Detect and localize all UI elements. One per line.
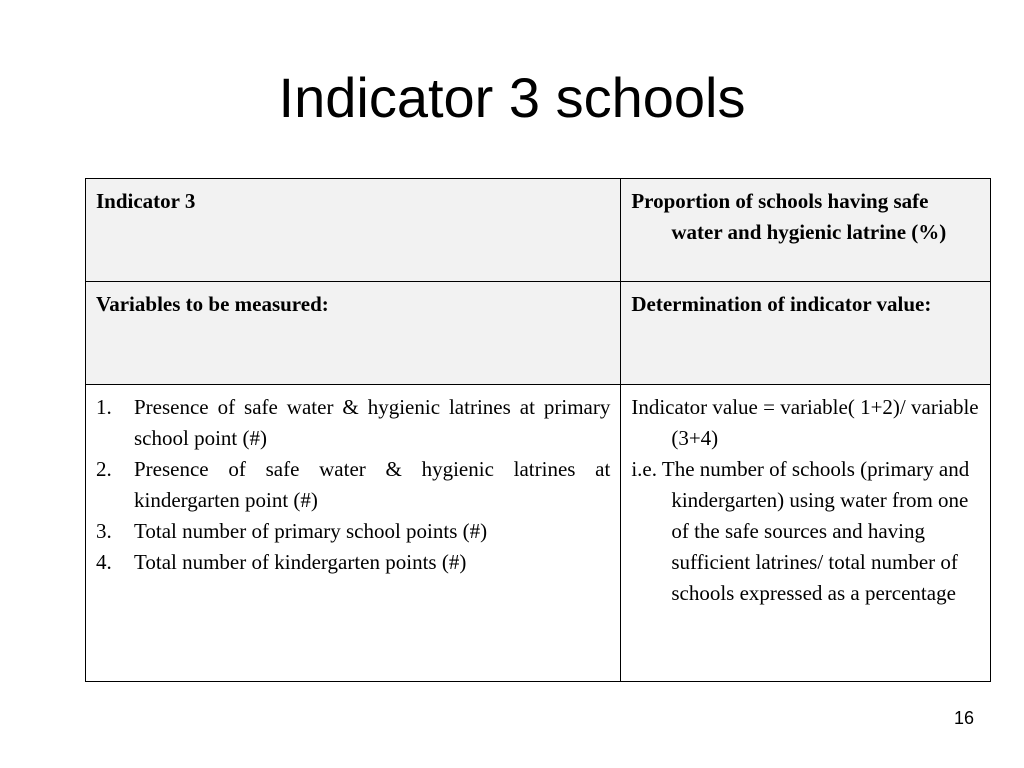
indicator-explanation: i.e. The number of schools (primary and kindergarten) using water from one of the safe sources and having sufficient latrines/ total number of schools expressed as a percentage <box>631 457 970 605</box>
list-item <box>96 516 610 547</box>
indicator-name-cell: Indicator 3 <box>86 179 621 282</box>
indicator-formula: Indicator value = variable( 1+2)/ variable (3+4) <box>631 395 979 450</box>
list-item-text: Presence of safe water & hygienic latrines at primary school point (#) <box>134 395 611 450</box>
variables-list-cell <box>86 385 621 682</box>
indicator-table <box>85 178 991 682</box>
table-row-indicator <box>86 179 991 282</box>
list-item <box>96 392 610 454</box>
list-item-number: 1. <box>96 395 112 419</box>
slide-title: Indicator 3 schools <box>278 66 746 129</box>
list-item <box>96 454 610 516</box>
list-item-text: Presence of safe water & hygienic latrines at kindergarten point (#) <box>134 457 611 512</box>
list-item <box>96 547 610 578</box>
determination-cell <box>621 385 991 682</box>
variables-list <box>96 392 610 578</box>
list-item-number: 2. <box>96 457 112 481</box>
variables-header-cell: Variables to be measured: <box>86 282 621 385</box>
list-item-number: 4. <box>96 550 112 574</box>
indicator-definition-cell <box>621 179 991 282</box>
list-item-number: 3. <box>96 519 112 543</box>
table-row-variables-header <box>86 282 991 385</box>
determination-header-cell <box>621 282 991 385</box>
table-row-details <box>86 385 991 682</box>
indicator-definition-text: Proportion of schools having safe water and hygienic latrine (%) <box>631 189 947 244</box>
page-number: 16 <box>953 708 974 728</box>
determination-header-text: Determination of indicator value: <box>631 292 932 316</box>
list-item-text: Total number of kindergarten points (#) <box>134 550 467 574</box>
list-item-text: Total number of primary school points (#) <box>134 519 488 543</box>
